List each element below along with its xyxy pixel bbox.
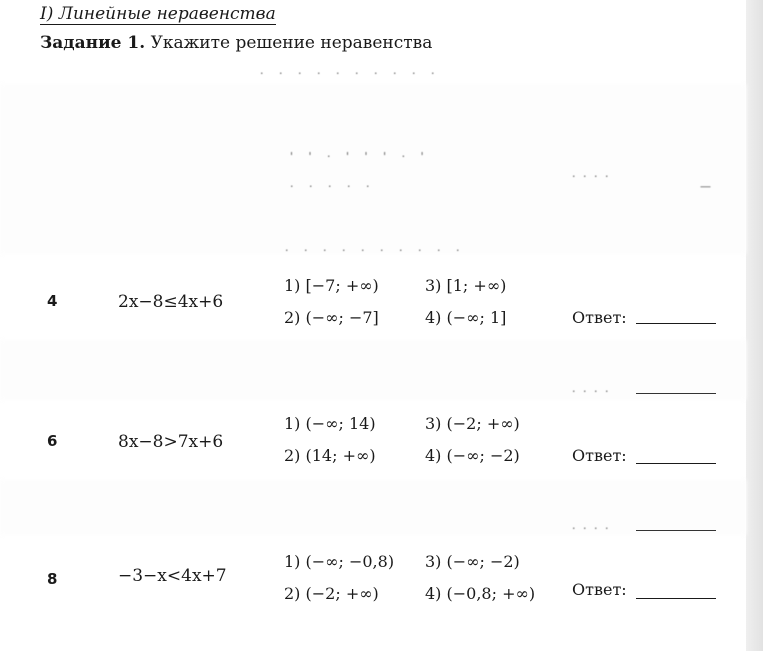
inequality: 2x−8≤4x+6 (118, 292, 224, 312)
task-number: 4 (47, 292, 58, 310)
answer-field[interactable] (636, 463, 716, 464)
answer-label: Ответ: (572, 580, 627, 599)
task-number: 8 (47, 570, 58, 588)
erased-region-top (0, 84, 746, 254)
option-4: 4) (−∞; 1] (425, 308, 507, 327)
faded-answer-line (636, 393, 716, 394)
option-3: 3) (−∞; −2) (425, 552, 520, 571)
option-1: 1) [−7; +∞) (284, 276, 379, 295)
option-2: 2) (14; +∞) (284, 446, 376, 465)
faded-fragment: — (700, 180, 711, 193)
faded-fragment: ' ' · ' ' ' · ' (290, 150, 430, 163)
answer-field[interactable] (636, 598, 716, 599)
erased-region-middle (0, 340, 746, 400)
option-1: 1) (−∞; −0,8) (284, 552, 395, 571)
task-label: Задание 1. (40, 33, 146, 53)
page-edge (746, 0, 763, 651)
erased-region-lower (0, 480, 746, 535)
faded-fragment: · · · · · · · · · · (285, 244, 466, 257)
option-1: 1) (−∞; 14) (284, 414, 376, 433)
option-4: 4) (−0,8; +∞) (425, 584, 536, 603)
section-title: I) Линейные неравенства (40, 4, 276, 24)
task-row (0, 550, 746, 620)
faded-answer-line (636, 530, 716, 531)
answer-field[interactable] (636, 323, 716, 324)
task-text: Укажите решение неравенства (150, 33, 433, 53)
option-4: 4) (−∞; −2) (425, 446, 520, 465)
faded-fragment: · · · · · · · · · · (260, 67, 441, 80)
faded-fragment: · · · · (572, 522, 611, 535)
answer-label: Ответ: (572, 308, 627, 327)
faded-fragment: · · · · (572, 385, 611, 398)
task-title (40, 33, 432, 53)
faded-fragment: · · · · (572, 170, 611, 183)
faded-fragment: · · · · · (290, 180, 376, 193)
task-number: 6 (47, 432, 58, 450)
option-2: 2) (−∞; −7] (284, 308, 379, 327)
inequality: −3−x<4x+7 (118, 566, 227, 586)
inequality: 8x−8>7x+6 (118, 432, 224, 452)
answer-label: Ответ: (572, 446, 627, 465)
option-3: 3) [1; +∞) (425, 276, 507, 295)
option-3: 3) (−2; +∞) (425, 414, 520, 433)
task-row (0, 412, 746, 482)
option-2: 2) (−2; +∞) (284, 584, 379, 603)
task-row (0, 272, 746, 342)
